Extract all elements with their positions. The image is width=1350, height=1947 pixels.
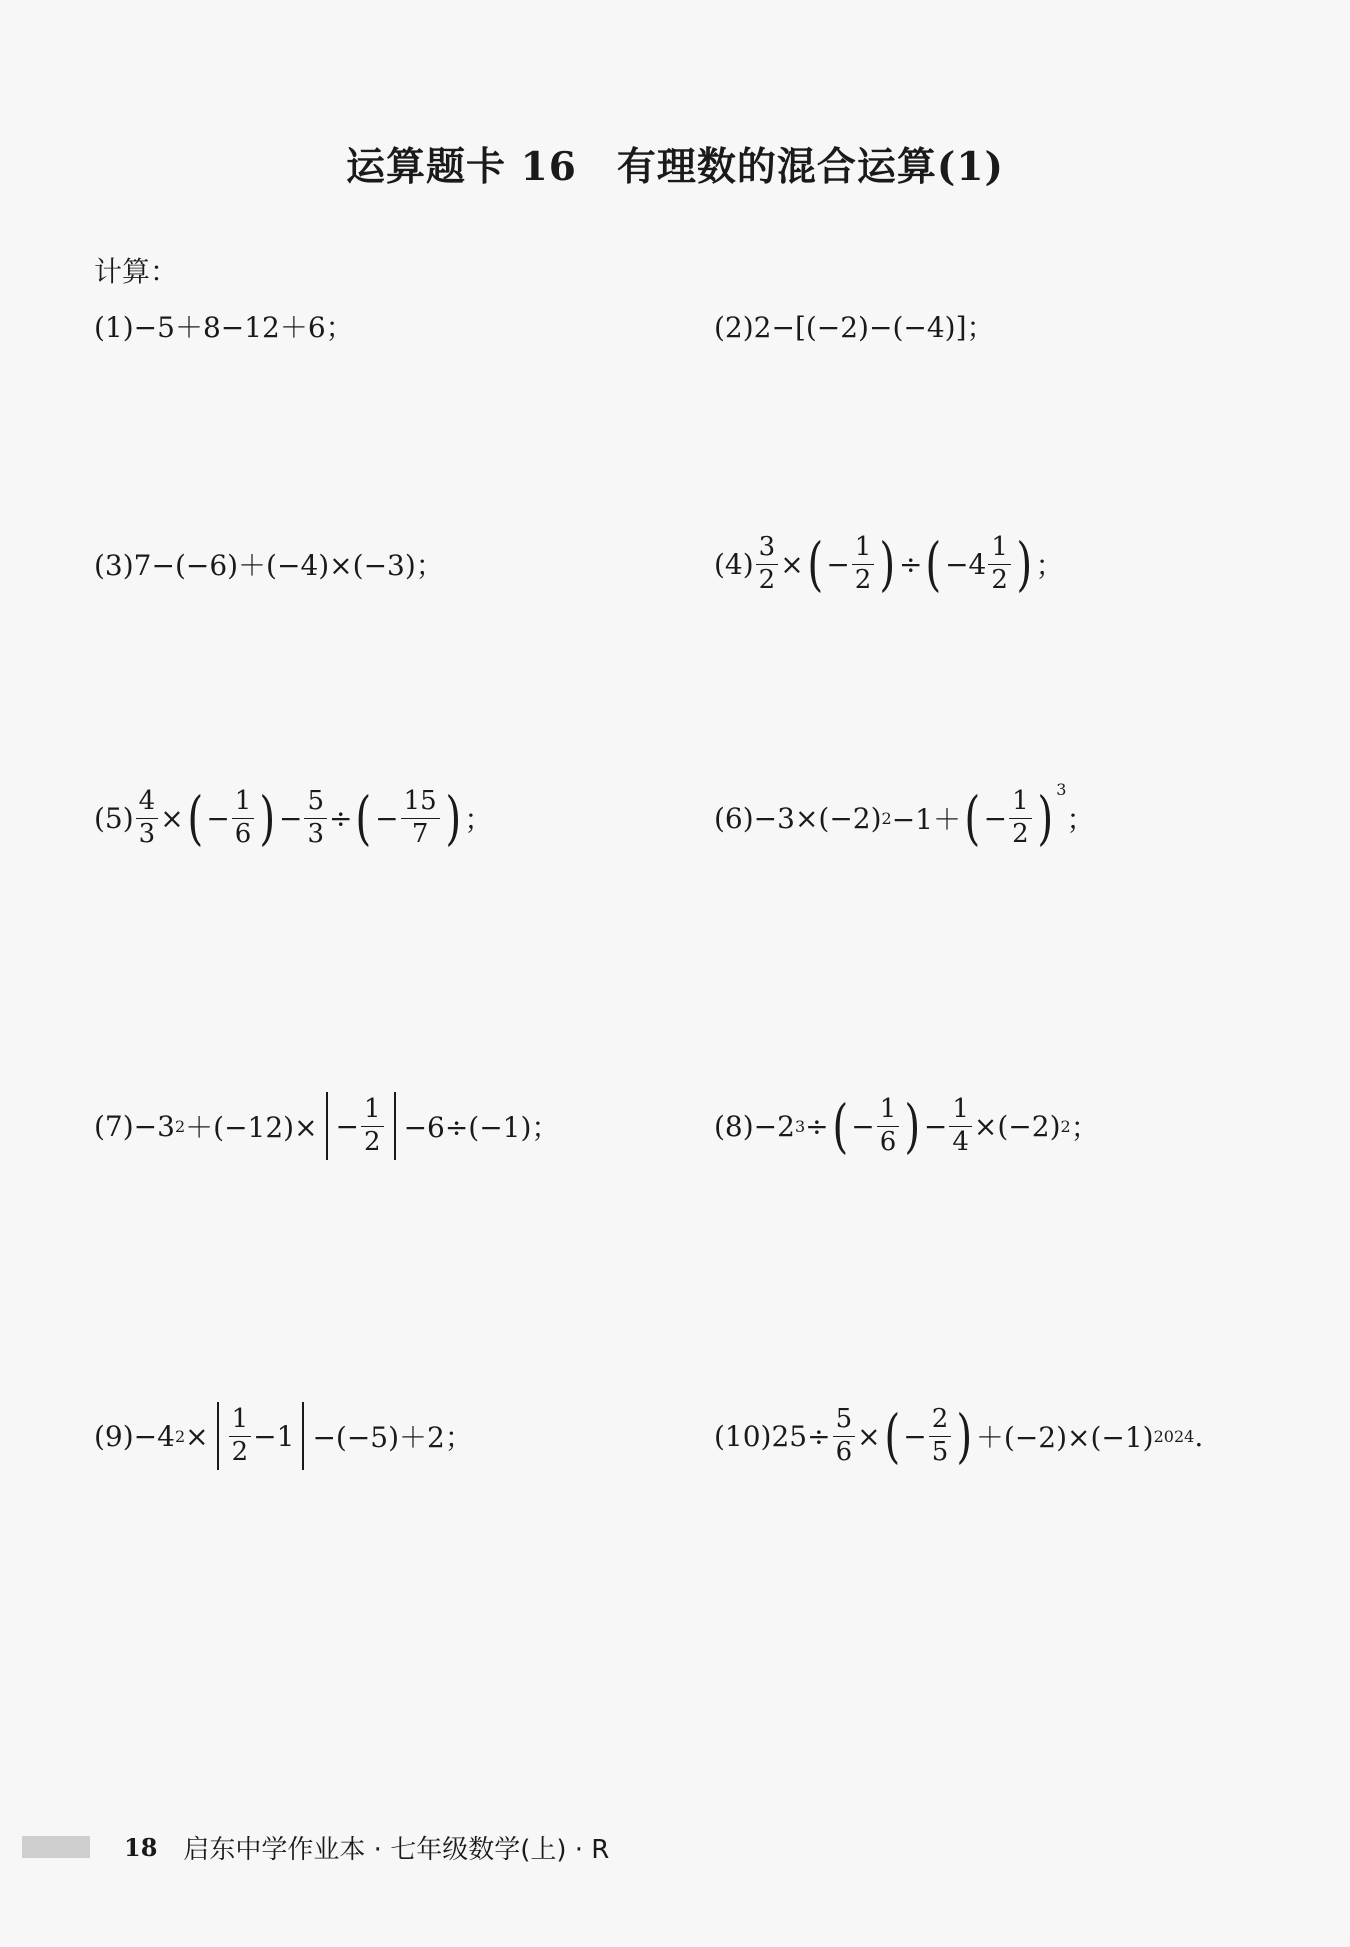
- expression: ＋(−2)×(−1): [975, 1421, 1154, 1454]
- expression: −1＋: [891, 803, 961, 836]
- expression: −2: [753, 1109, 795, 1143]
- abs-bar-left: [217, 1402, 219, 1470]
- fraction: $\frac{1}{2}$: [229, 1406, 252, 1466]
- expression: −6÷(−1)；: [403, 1111, 560, 1144]
- problem-8: (8) −2 3 ÷ ( − $\frac{1}{6}$ ) − $\frac{1}{4}$ ×(−2) 2 ；: [714, 1092, 1099, 1160]
- exponent: 2: [1060, 1116, 1071, 1136]
- footer-tab: [22, 1836, 90, 1858]
- operator: ×: [185, 1419, 209, 1453]
- problem-2: (2)2−[(−2)−(−4)]；: [714, 311, 995, 344]
- terminator: ；: [1070, 1111, 1099, 1144]
- fraction: $\frac{1}{2}$: [1009, 788, 1032, 848]
- fraction: $\frac{1}{2}$: [988, 534, 1011, 594]
- sign: −: [335, 1109, 360, 1143]
- operator: ×: [857, 1419, 881, 1453]
- operator: −: [278, 801, 303, 835]
- exponent: 3: [794, 1116, 806, 1136]
- problem-label: (8): [714, 1109, 754, 1143]
- problem-4: (4) $\frac{3}{2}$ × ( − $\frac{1}{2}$ ) ÷ ( −4 $\frac{1}{2}$ ) ；: [714, 530, 1064, 598]
- expression: ×(−2): [973, 1109, 1061, 1143]
- exponent: 2: [174, 1116, 186, 1136]
- expression: −3: [133, 1109, 175, 1143]
- fraction: $\frac{1}{2}$: [361, 1096, 384, 1156]
- fraction: $\frac{1}{6}$: [877, 1096, 900, 1156]
- page-title: 运算题卡 16 有理数的混合运算(1): [346, 144, 1004, 190]
- fraction: $\frac{15}{7}$: [401, 788, 440, 848]
- fraction: $\frac{1}{4}$: [949, 1096, 972, 1156]
- operator: ×: [160, 801, 184, 835]
- sign: −: [903, 1419, 927, 1453]
- problem-1: (1)−5＋8−12＋6；: [94, 311, 354, 344]
- fraction: $\frac{1}{6}$: [232, 788, 255, 848]
- instruction: 计算：: [94, 255, 179, 288]
- problem-10: (10) 25÷ $\frac{5}{6}$ × ( − $\frac{2}{5}$ ) ＋(−2)×(−1) 2024 .: [714, 1402, 1204, 1470]
- terminator: ；: [1066, 803, 1095, 836]
- sign: −: [983, 801, 1008, 835]
- page-footer: [0, 1830, 609, 1864]
- operator: ÷: [329, 801, 353, 835]
- fraction: $\frac{4}{3}$: [136, 788, 159, 848]
- problem-label: (7): [94, 1109, 134, 1143]
- problem-7: [94, 1086, 559, 1166]
- problem-6: (6) −3×(−2) 2 −1＋ ( − $\frac{1}{2}$ ) 3 ；: [714, 780, 1095, 852]
- problem-9: [94, 1396, 473, 1476]
- operator: −: [923, 1109, 948, 1143]
- expression: −1: [253, 1419, 295, 1453]
- book-title: 启东中学作业本 · 七年级数学(上) · R: [183, 1834, 610, 1865]
- expression: ＋(−12)×: [185, 1111, 318, 1144]
- expression: 25÷: [771, 1419, 831, 1453]
- problem-label: (10): [714, 1419, 772, 1453]
- problem-label: (5): [94, 801, 134, 835]
- fraction: $\frac{3}{2}$: [756, 534, 779, 594]
- fraction: $\frac{5}{6}$: [833, 1406, 856, 1466]
- sign: −: [851, 1109, 875, 1143]
- mixed-number: −4: [945, 547, 987, 581]
- operator: ×: [780, 547, 804, 581]
- terminator: ；: [464, 803, 493, 836]
- problem-label: (9): [94, 1419, 134, 1453]
- problem-label: (4): [714, 547, 754, 581]
- fraction: $\frac{1}{2}$: [852, 534, 875, 594]
- sign: −: [206, 801, 230, 835]
- problem-5: (5) $\frac{4}{3}$ × ( − $\frac{1}{6}$ ) − $\frac{5}{3}$ ÷ ( − $\frac{15}{7}$ ) ；: [94, 784, 493, 852]
- expression: −4: [133, 1419, 175, 1453]
- abs-bar-right: [302, 1402, 304, 1470]
- expression: −3×(−2): [753, 801, 882, 835]
- sign: −: [826, 547, 850, 581]
- exponent: 2024: [1153, 1426, 1195, 1446]
- exponent: 3: [1056, 780, 1067, 799]
- fraction: $\frac{2}{5}$: [929, 1406, 952, 1466]
- terminator: .: [1194, 1419, 1204, 1453]
- exponent: 2: [881, 808, 892, 828]
- operator: ÷: [898, 547, 923, 581]
- problem-3: (3)7−(−6)＋(−4)×(−3)；: [94, 549, 444, 582]
- abs-bar-left: [326, 1092, 328, 1160]
- terminator: ；: [1035, 549, 1064, 582]
- expression: −(−5)＋2；: [312, 1421, 473, 1454]
- page-number: 18: [124, 1832, 158, 1862]
- fraction: $\frac{5}{3}$: [304, 788, 327, 848]
- operator: ÷: [805, 1109, 829, 1143]
- exponent: 2: [174, 1426, 186, 1446]
- problem-label: (6): [714, 801, 754, 835]
- abs-bar-right: [394, 1092, 396, 1160]
- sign: −: [375, 801, 399, 835]
